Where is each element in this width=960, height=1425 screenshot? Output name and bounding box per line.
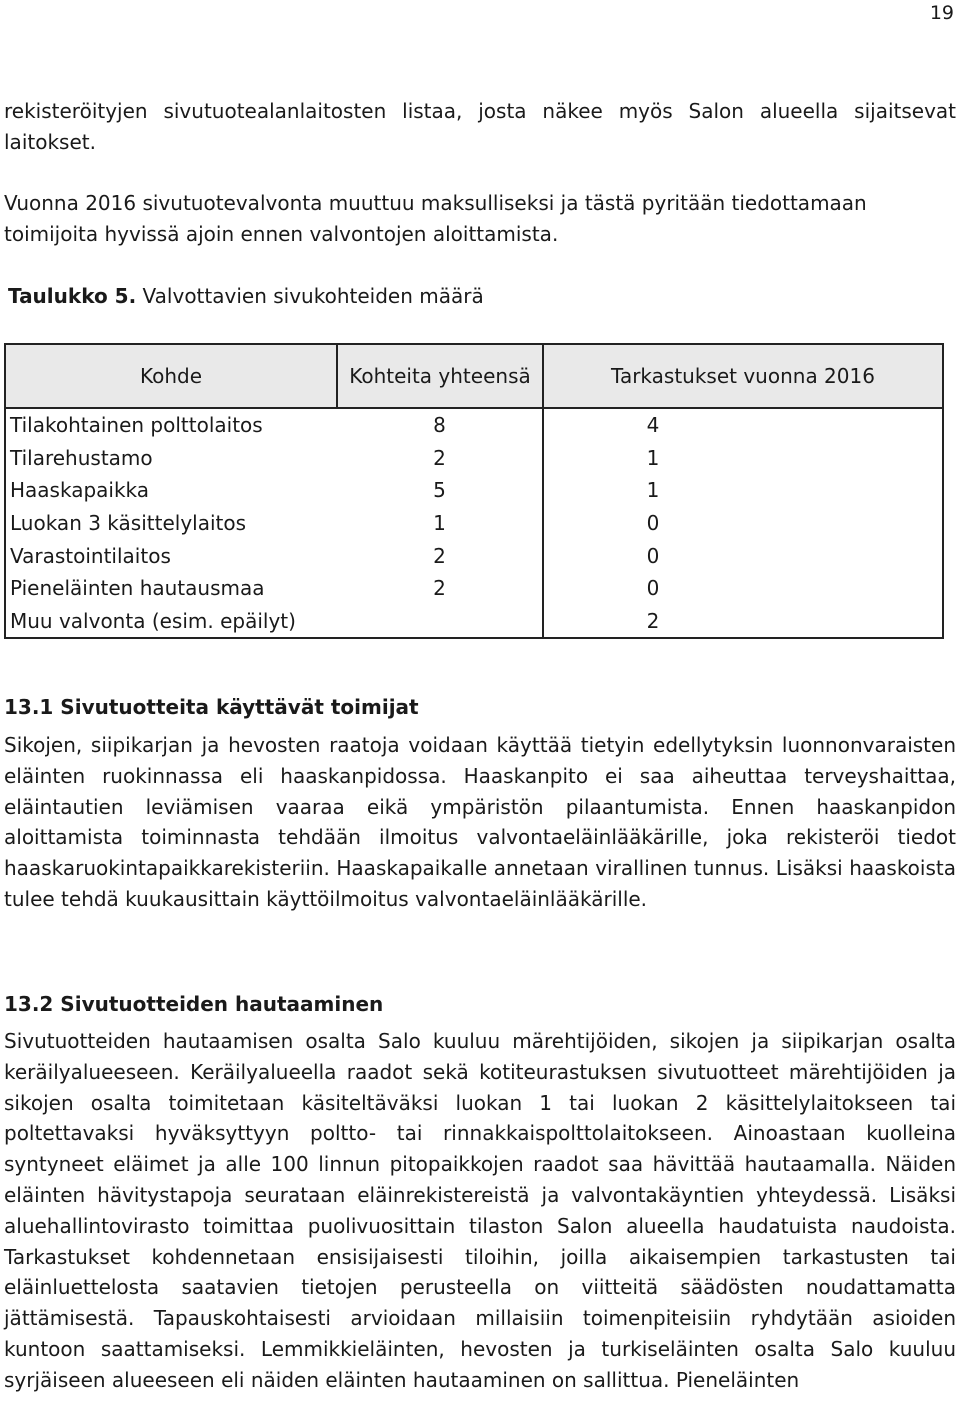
inspection-table [4, 343, 944, 639]
header-kohteita-yhteensa: Kohteita yhteensä [337, 344, 543, 408]
cell-tarkastukset: 4 [646, 413, 660, 438]
table-row [5, 572, 943, 605]
cell-kohteita: 2 [337, 539, 543, 572]
section-2-body [4, 1026, 956, 1396]
cell-kohde: Varastointilaitos [10, 543, 171, 568]
paragraph-text: Sikojen, siipikarjan ja hevosten raatoja voidaan käyttää tietyin edellytyksin luonnonvaraisten eläinten ruokinnassa eli haaskanpidossa. Haaskanpito ei saa aiheuttaa terveyshaittaa, eläintautien leviämisen vaaraa eikä ympäristön pilaantumista. Ennen haaskanpidon aloittamista toiminnasta tehdään ilmoitus valvontaeläinlääkärille, joka rekisteröi tiedot haaskaruokintapaikkarekisteriin. Haaskapaikalle annetaan virallinen tunnus. Lisäksi haaskoista tulee tehdä kuukausittain käyttöilmoitus valvontaeläinlääkärille. [4, 733, 956, 911]
cell-kohteita: 2 [337, 442, 543, 475]
table-row [5, 442, 943, 475]
cell-kohde: Luokan 3 käsittelylaitos [10, 511, 247, 536]
section-1-body [4, 730, 956, 915]
cell-tarkastukset: 0 [646, 543, 660, 568]
cell-kohde: Tilakohtainen polttolaitos [10, 413, 263, 438]
paragraph-text: rekisteröityjen sivutuotealanlaitosten listaa, josta näkee myös Salon alueella sijaitsevat laitokset. [4, 99, 956, 154]
table-row [5, 539, 943, 572]
cell-kohde: Pieneläinten hautausmaa [10, 576, 265, 601]
intro-paragraph-2 [4, 188, 956, 250]
cell-tarkastukset: 0 [646, 511, 660, 536]
cell-kohde: Haaskapaikka [10, 478, 150, 503]
cell-tarkastukset: 1 [646, 445, 660, 470]
paragraph-text: Vuonna 2016 sivutuotevalvonta muuttuu maksulliseksi ja tästä pyritään tiedottamaan toimijoita hyvissä ajoin ennen valvontojen aloittamista. [4, 191, 867, 246]
section-heading-13-1: 13.1 Sivutuotteita käyttävät toimijat [4, 695, 419, 719]
header-kohde: Kohde [5, 344, 337, 408]
cell-kohteita: 8 [337, 408, 543, 442]
table-row [5, 605, 943, 639]
table-caption-label: Taulukko 5. [8, 284, 137, 308]
header-tarkastukset: Tarkastukset vuonna 2016 [543, 344, 943, 408]
cell-tarkastukset: 0 [646, 576, 660, 601]
cell-kohteita: 2 [337, 572, 543, 605]
table-row [5, 408, 943, 442]
cell-kohteita: 5 [337, 474, 543, 507]
table-caption-text: Valvottavien sivukohteiden määrä [142, 284, 484, 308]
section-heading-13-2: 13.2 Sivutuotteiden hautaaminen [4, 992, 384, 1016]
table-header-row [5, 344, 943, 408]
cell-kohteita: 1 [337, 507, 543, 540]
paragraph-text: Sivutuotteiden hautaamisen osalta Salo kuuluu märehtijöiden, sikojen ja siipikarjan osalta keräilyalueeseen. Keräilyalueella raadot sekä kotiteurastuksen sivutuotteet märehtijöiden ja sikojen osalta toimitetaan käsiteltäväksi luokan 1 tai luokan 2 käsittelylaitokseen tai poltettavaksi hyväksyttyyn poltto- tai rinnakkaispolttolaitokseen. Ainoastaan kuolleina syntyneet eläimet ja alle 100 linnun pitopaikkojen raadot saa hävittää hautaamalla. Näiden eläinten hävitystapoja seurataan eläinrekistereistä ja valvontakäyntien yhteydessä. Lisäksi aluehallintovirasto toimittaa puolivuosittain tilaston Salon alueella haudatuista naudoista. Tarkastukset kohdennetaan ensisijaisesti tiloihin, joilla aikaisempien tarkastusten tai eläinluettelosta saatavien tietojen perusteella on viitteitä säädösten noudattamatta jättämisestä. Tapauskohtaisesti arvioidaan millaisiin toimenpiteisiin ryhdytään asioiden kuntoon saattamiseksi. Lemmikkieläinten, hevosten ja turkiseläinten osalta Salo kuuluu syrjäiseen alueeseen eli näiden eläinten hautaaminen on sallittua. Pieneläinten [4, 1029, 956, 1392]
table-caption [8, 284, 484, 308]
page-number: 19 [929, 2, 954, 24]
intro-paragraph-1 [4, 96, 956, 158]
cell-tarkastukset: 1 [646, 478, 660, 503]
cell-tarkastukset: 2 [646, 608, 660, 633]
table-row [5, 507, 943, 540]
cell-kohde: Tilarehustamo [10, 445, 153, 470]
cell-kohde: Muu valvonta (esim. epäilyt) [5, 605, 543, 639]
table-row [5, 474, 943, 507]
